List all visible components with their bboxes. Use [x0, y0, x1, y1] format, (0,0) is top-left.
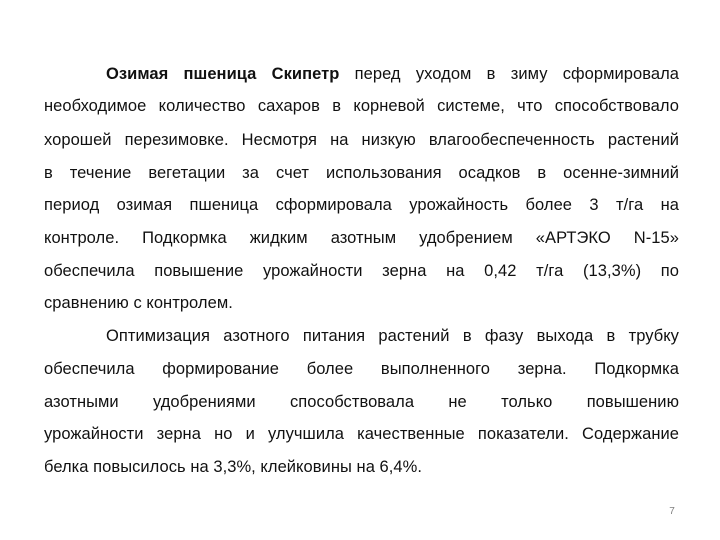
paragraph-1-lead-bold: Озимая пшеница Скипетр: [106, 65, 340, 83]
paragraph-1-line-3: хорошей перезимовке. Несмотря на низкую влагообеспеченность растений: [44, 131, 679, 149]
page-number: 7: [669, 506, 675, 517]
paragraph-2-line-4: урожайности зерна но и улучшила качественные показатели. Содержание: [44, 425, 679, 443]
paragraph-1-line-2: необходимое количество сахаров в корневой системе, что способствовало: [44, 97, 679, 115]
paragraph-1-line-6: контроле. Подкормка жидким азотным удобрением «АРТЭКО N-15»: [44, 229, 679, 247]
paragraph-1-line-7: обеспечила повышение урожайности зерна на 0,42 т/га (13,3%) по: [44, 262, 679, 280]
paragraph-1-line-4: в течение вегетации за счет использования осадков в осенне-зимний: [44, 164, 679, 182]
paragraph-2-line-3: азотными удобрениями способствовала не только повышению: [44, 393, 679, 411]
paragraph-2-line-2: обеспечила формирование более выполненного зерна. Подкормка: [44, 360, 679, 378]
paragraph-1-line-1: [106, 64, 679, 84]
paragraph-2-line-1: Оптимизация азотного питания растений в фазу выхода в трубку: [106, 327, 679, 345]
paragraph-1-line-8: сравнению с контролем.: [44, 294, 233, 312]
paragraph-1-line-5: период озимая пшеница сформировала урожайность более 3 т/га на: [44, 196, 679, 214]
paragraph-1-lead-rest: перед уходом в зиму сформировала: [339, 65, 679, 83]
paragraph-2-line-5: белка повысилось на 3,3%, клейковины на 6,4%.: [44, 458, 422, 476]
